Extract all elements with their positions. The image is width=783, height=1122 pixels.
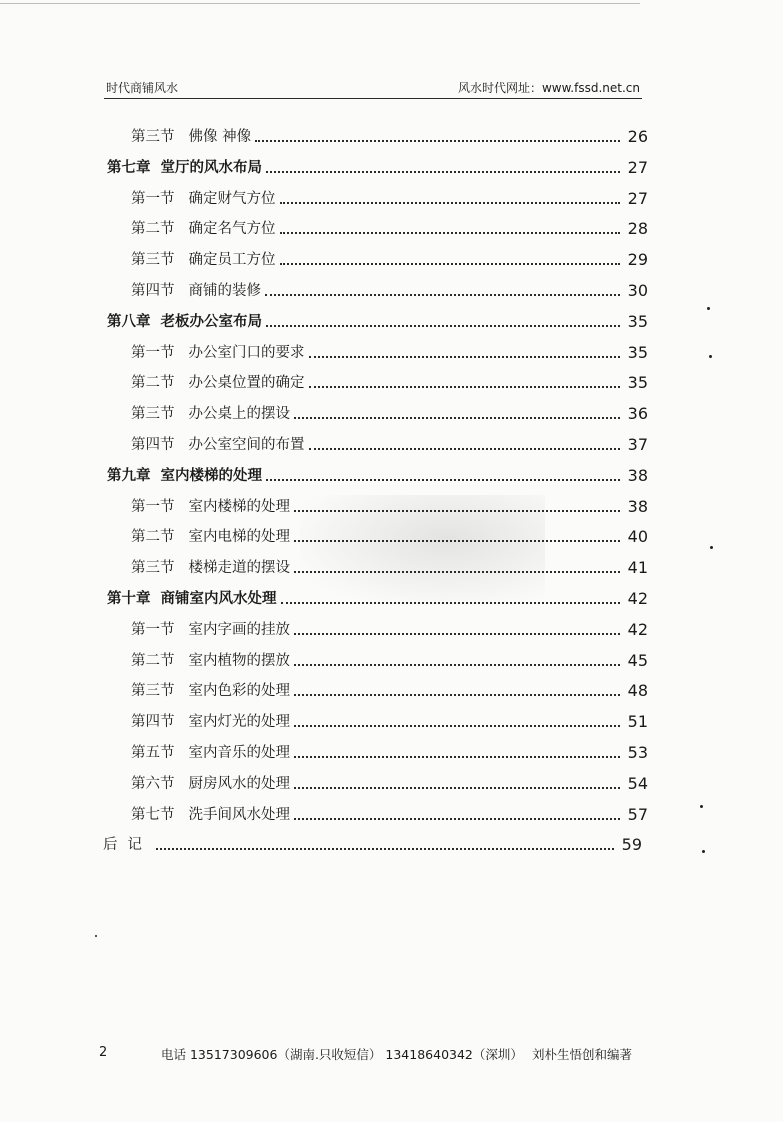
toc-entry-title: 办公室空间的布置 <box>188 437 305 453</box>
toc-entry-number: 第五节 <box>131 745 175 761</box>
toc-entry-title: 商铺室内风水处理 <box>160 591 277 607</box>
toc-dot-leader <box>294 571 620 573</box>
toc-entry-number: 第四节 <box>131 283 175 299</box>
toc-entry-title: 堂厅的风水布局 <box>160 159 262 176</box>
toc-entry-page: 26 <box>627 127 648 146</box>
toc-entry-page: 35 <box>627 311 648 331</box>
scan-speck <box>95 935 97 937</box>
toc-entry-number: 第四节 <box>131 437 175 453</box>
toc-entry-number: 第二节 <box>131 529 175 546</box>
toc-entry-title: 室内字画的挂放 <box>188 621 290 638</box>
toc-entry-number: 第二节 <box>131 375 175 392</box>
toc-dot-leader <box>294 417 620 419</box>
toc-entry-number: 第六节 <box>131 775 175 792</box>
toc-entry-page: 35 <box>627 342 648 362</box>
page-footer <box>99 1045 659 1065</box>
toc-entry-page: 48 <box>627 681 648 701</box>
toc-dot-leader <box>281 602 621 604</box>
toc-entry-page: 35 <box>627 373 648 393</box>
toc-dot-leader <box>294 540 620 542</box>
toc-entry-section <box>131 397 648 423</box>
toc-entry-title: 室内音乐的处理 <box>188 745 290 761</box>
toc-entry-title: 室内植物的摆放 <box>188 652 290 669</box>
toc-dot-leader <box>265 294 620 296</box>
toc-entry-title: 确定名气方位 <box>188 221 276 238</box>
toc-entry-section <box>131 120 648 146</box>
scan-speck <box>710 546 713 549</box>
toc-entry-page: 38 <box>627 465 648 485</box>
toc-entry-afterword <box>103 828 642 854</box>
toc-entry-title: 厨房风水的处理 <box>188 775 290 792</box>
toc-entry-page: 27 <box>627 188 648 208</box>
toc-entry-title: 确定财气方位 <box>188 190 276 207</box>
top-rule <box>0 3 640 4</box>
toc-entry-section <box>131 490 648 516</box>
toc-entry-section <box>131 767 648 793</box>
toc-dot-leader <box>156 848 614 850</box>
footer-page-number: 2 <box>99 1045 108 1060</box>
toc-entry-section <box>131 674 648 700</box>
toc-entry-page: 42 <box>627 619 648 639</box>
toc-entry-title: 办公室门口的要求 <box>188 344 305 361</box>
toc-dot-leader <box>294 818 620 820</box>
scan-speck <box>702 850 705 853</box>
toc-entry-number: 第一节 <box>131 498 175 515</box>
toc-dot-leader <box>266 325 620 327</box>
toc-dot-leader <box>294 664 620 666</box>
toc-dot-leader <box>309 448 621 450</box>
toc-dot-leader <box>309 386 621 388</box>
toc-dot-leader <box>266 171 620 173</box>
toc-entry-section <box>131 274 648 300</box>
toc-entry-title: 室内楼梯的处理 <box>188 498 290 515</box>
toc-entry-title: 商铺的装修 <box>188 283 261 299</box>
toc-entry-page: 30 <box>627 281 648 300</box>
toc-entry-page: 37 <box>627 435 648 454</box>
toc-entry-title: 室内楼梯的处理 <box>160 467 262 484</box>
toc-entry-section <box>131 551 648 577</box>
toc-entry-page: 27 <box>627 157 648 177</box>
toc-entry-title: 楼梯走道的摆设 <box>188 560 290 577</box>
toc-entry-chapter <box>107 305 648 331</box>
toc-dot-leader <box>294 725 620 727</box>
toc-entry-number: 第二节 <box>131 221 175 238</box>
toc-entry-number: 第九章 <box>107 467 151 484</box>
toc-entry-number: 第十章 <box>107 591 151 607</box>
toc-dot-leader <box>309 356 621 358</box>
toc-dot-leader <box>294 694 620 696</box>
footer-author: 刘朴生悟创和编著 <box>532 1047 633 1062</box>
toc-entry-number: 第三节 <box>131 683 175 700</box>
toc-entry-section <box>131 613 648 639</box>
toc-entry-title: 办公桌位置的确定 <box>188 375 305 392</box>
toc-entry-title: 洗手间风水处理 <box>188 806 290 823</box>
toc-entry-number: 第三节 <box>131 252 175 269</box>
toc-dot-leader <box>294 510 620 512</box>
toc-entry-page: 38 <box>627 496 648 516</box>
toc-entry-section <box>131 644 648 670</box>
toc-entry-section <box>131 366 648 392</box>
toc-entry-page: 42 <box>627 589 648 608</box>
toc-entry-number: 第七节 <box>131 806 175 823</box>
toc-entry-chapter <box>107 582 648 608</box>
toc-entry-title: 老板办公室布局 <box>160 313 262 330</box>
toc-entry-page: 41 <box>627 558 648 578</box>
toc-entry-title: 办公桌上的摆设 <box>188 406 290 423</box>
toc-entry-number: 第三节 <box>131 560 175 577</box>
toc-entry-section <box>131 182 648 208</box>
toc-entry-title: 室内色彩的处理 <box>188 683 290 700</box>
toc-entry-title: 室内电梯的处理 <box>188 529 290 546</box>
toc-entry-page: 45 <box>627 650 648 670</box>
footer-contact-phone: 电话 13517309606（湖南.只收短信） 13418640342（深圳） <box>161 1047 523 1062</box>
toc-entry-section <box>131 736 648 762</box>
scan-speck <box>709 355 712 358</box>
toc-entry-number: 第二节 <box>131 652 175 669</box>
toc-entry-chapter <box>107 151 648 177</box>
header-website: 风水时代网址：www.fssd.net.cn <box>457 81 640 95</box>
toc-entry-page: 28 <box>627 219 648 239</box>
scan-speck <box>707 307 710 310</box>
toc-entry-section <box>131 520 648 546</box>
toc-entry-section <box>131 798 648 824</box>
toc-dot-leader <box>294 633 620 635</box>
toc-entry-page: 54 <box>627 773 648 793</box>
toc-entry-chapter <box>107 459 648 485</box>
toc-entry-number: 第一节 <box>131 190 175 207</box>
toc-entry-number: 第三节 <box>131 406 175 423</box>
toc-entry-number: 第四节 <box>131 714 175 731</box>
toc-entry-section <box>131 336 648 362</box>
toc-entry-title: 室内灯光的处理 <box>188 714 290 731</box>
toc-entry-section <box>131 243 648 269</box>
header-book-title: 时代商铺风水 <box>106 81 179 95</box>
toc-entry-title: 佛像 神像 <box>188 129 252 145</box>
toc-entry-number: 第八章 <box>107 313 151 330</box>
scan-speck <box>700 805 703 808</box>
toc-entry-page: 29 <box>627 250 648 270</box>
toc-entry-page: 53 <box>627 743 648 762</box>
toc-entry-section <box>131 705 648 731</box>
toc-dot-leader <box>255 140 620 142</box>
toc-dot-leader <box>294 756 620 758</box>
toc-entry-page: 36 <box>627 404 648 424</box>
toc-entry-number: 第三节 <box>131 129 175 145</box>
toc-entry-page: 59 <box>621 835 642 855</box>
page-header <box>104 78 642 99</box>
toc-entry-page: 40 <box>627 527 648 547</box>
toc-entry-number: 第七章 <box>107 159 151 176</box>
toc-entry-number: 第一节 <box>131 344 175 361</box>
toc-entry-section <box>131 212 648 238</box>
toc-dot-leader <box>280 263 621 265</box>
toc-entry-title: 确定员工方位 <box>188 252 276 269</box>
toc-dot-leader <box>294 787 620 789</box>
toc-dot-leader <box>266 479 620 481</box>
toc-entry-page: 51 <box>627 712 648 732</box>
toc-entry-number: 第一节 <box>131 621 175 638</box>
toc-dot-leader <box>280 202 621 204</box>
toc-entry-page: 57 <box>627 804 648 824</box>
toc-entry-title: 后记 <box>103 837 152 854</box>
toc-entry-section <box>131 428 648 454</box>
toc-dot-leader <box>280 232 621 234</box>
